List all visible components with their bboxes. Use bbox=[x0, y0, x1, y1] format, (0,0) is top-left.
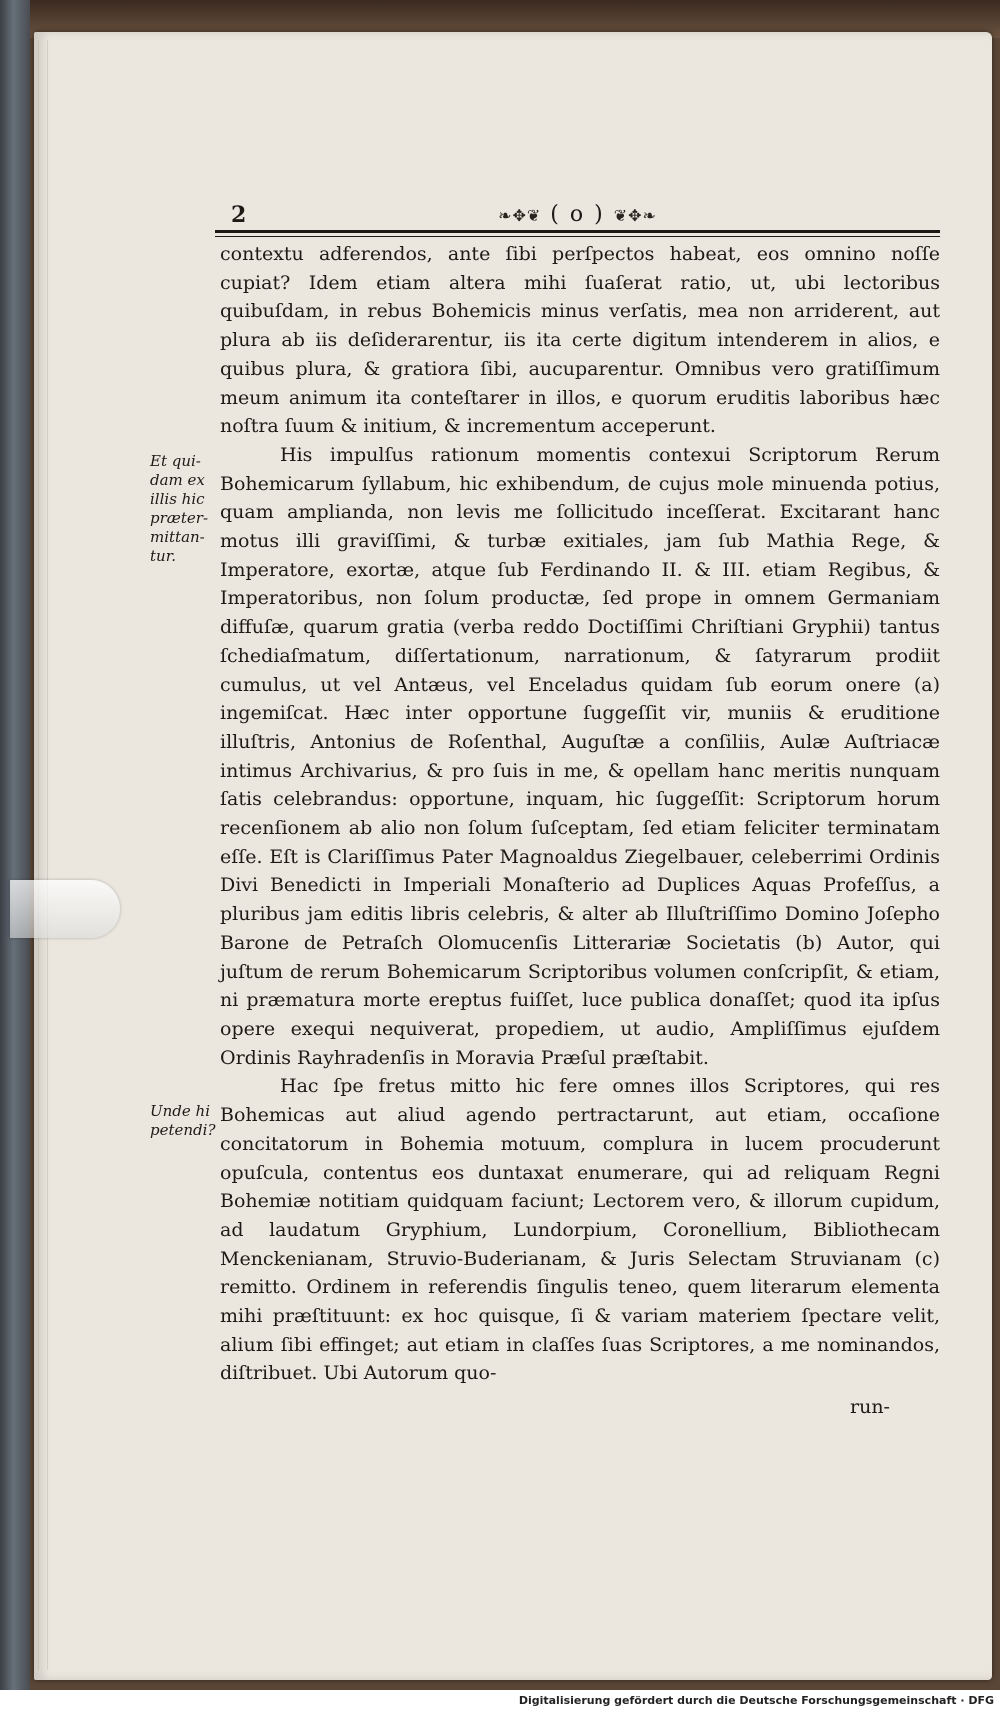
margin-note-2: Unde hi petendi? bbox=[150, 1102, 216, 1139]
book-cover-edge bbox=[0, 0, 30, 1713]
running-head bbox=[215, 202, 940, 227]
paragraph-continuation: contextu adferendos, ante ſibi perſpectos habeat, eos omnino noſſe cupiat? Idem etiam altera mihi ſuaſerat ratio, ut, ubi lectoribus quibuſdam, in rebus Bohemicis minus verſatis, mea non arriderent, aut plura ab iis deſiderarentur, iis ita certe digitum intenderem in alios, e quibus plura, & gratiora ſibi, aucuparentur. Omnibus vero gratiſſimum meum animum ita conteſtarer in illos, e quorum eruditis laboribus hæc noſtra ſuum & initium, & incrementum acceperunt. bbox=[220, 243, 940, 438]
paragraph-3: Hac ſpe fretus mitto hic fere omnes illos Scriptores, qui res Bohemicas aut aliud agendo pertractarunt, aut etiam, occaſione concitatorum in Bohemia motuum, complura in lucem procuderunt opuſcula, contentus eos duntaxat enumerare, qui ad reliquam Regni Bohemiæ notitiam quidquam faciunt; Lectorem vero, & illorum cupidum, ad laudatum Gryphium, Lundorpium, Coronellium, Bibliothecam Menckenianam, Struvio-Buderianam, & Juris Selectam Struvianam (c) remitto. Ordinem in referendis ſingulis teneo, quem literarum elementa mihi præſtituunt: ex hoc quisque, ſi & variam materiem ſpectare velit, alium ſibi effinget; aut etiam in claſſes ſuas Scriptores, a me nominandos, diſtribuet. Ubi Autorum quo- bbox=[220, 1075, 940, 1385]
page-edges bbox=[38, 40, 48, 1670]
catchword: run- bbox=[850, 1396, 890, 1418]
header-rule bbox=[215, 230, 940, 233]
footer-credit: Digitalisierung gefördert durch die Deutsche Forschungsgemeinschaft · DFG bbox=[518, 1694, 994, 1707]
running-head-text: ( o ) bbox=[550, 202, 605, 227]
ornament-right-icon: ❦✥❧ bbox=[613, 206, 657, 225]
body-text bbox=[220, 240, 940, 1388]
page-number: 2 bbox=[231, 202, 247, 228]
paragraph-2: His impulſus rationum momentis contexui Scriptorum Rerum Bohemicarum ſyllabum, hic exhibendum, de cujus mole minuenda potius, quam amplianda, non levis me ſollicitudo inceſſerat. Excitarant hanc motus illi graviſſimi, & turbæ exitiales, jam ſub Mathia Rege, & Imperatore, exortæ, atque ſub Ferdinando II. & III. etiam Regibus, & Imperatoribus, non ſolum productæ, ſed prope in omnem Germaniam diffuſæ, quarum gratia (verba reddo Doctiſſimi Chriſtiani Gryphii) tantus ſchediaſmatum, diſſertationum, narrationum, & ſatyrarum prodiit cumulus, ut vel Antæus, vel Enceladus quidam ſub eorum onere (a) ingemiſcat. Hæc inter opportune ſuggeſſit vir, muniis & eruditione illuſtris, Antonius de Roſenthal, Auguſtæ a conſiliis, Aulæ Auſtriacæ intimus Archivarius, & pro ſuis in me, & opellam hanc meritis nunquam ſatis celebrandus: opportune, inquam, hic ſuggeſſit: Scriptorum horum recenſionem ab alio non ſolum ſuſceptam, ſed etiam feliciter terminatam eſſe. Eſt is Clariſſimus Pater Magnoaldus Ziegelbauer, celeberrimi Ordinis Divi Benedicti in Imperiali Monaſterio ad Duplices Aquas Profeſſus, a pluribus jam editis libris celebris, & alter ab Illuſtriſſimo Domino Joſepho Barone de Petraſch Olomucenſis Litterariæ Societatis (b) Autor, qui juſtum de rerum Bohemicarum Scriptoribus volumen conſcripſit, & etiam, ni præmatura morte ereptus fuiſſet, luce publica donaſſet; quod ita ipſus opere exequi nequiverat, propediem, ut audio, Ampliſſimus ejuſdem Ordinis Rayhradenſis in Moravia Præſul præſtabit. bbox=[220, 443, 940, 1069]
margin-note-1: Et qui-dam ex illis hic præter-mittan-tur. bbox=[150, 452, 209, 565]
plastic-clip bbox=[10, 880, 120, 938]
ornament-left-icon: ❧✥❦ bbox=[498, 206, 542, 225]
header-rule-thin bbox=[215, 236, 940, 237]
